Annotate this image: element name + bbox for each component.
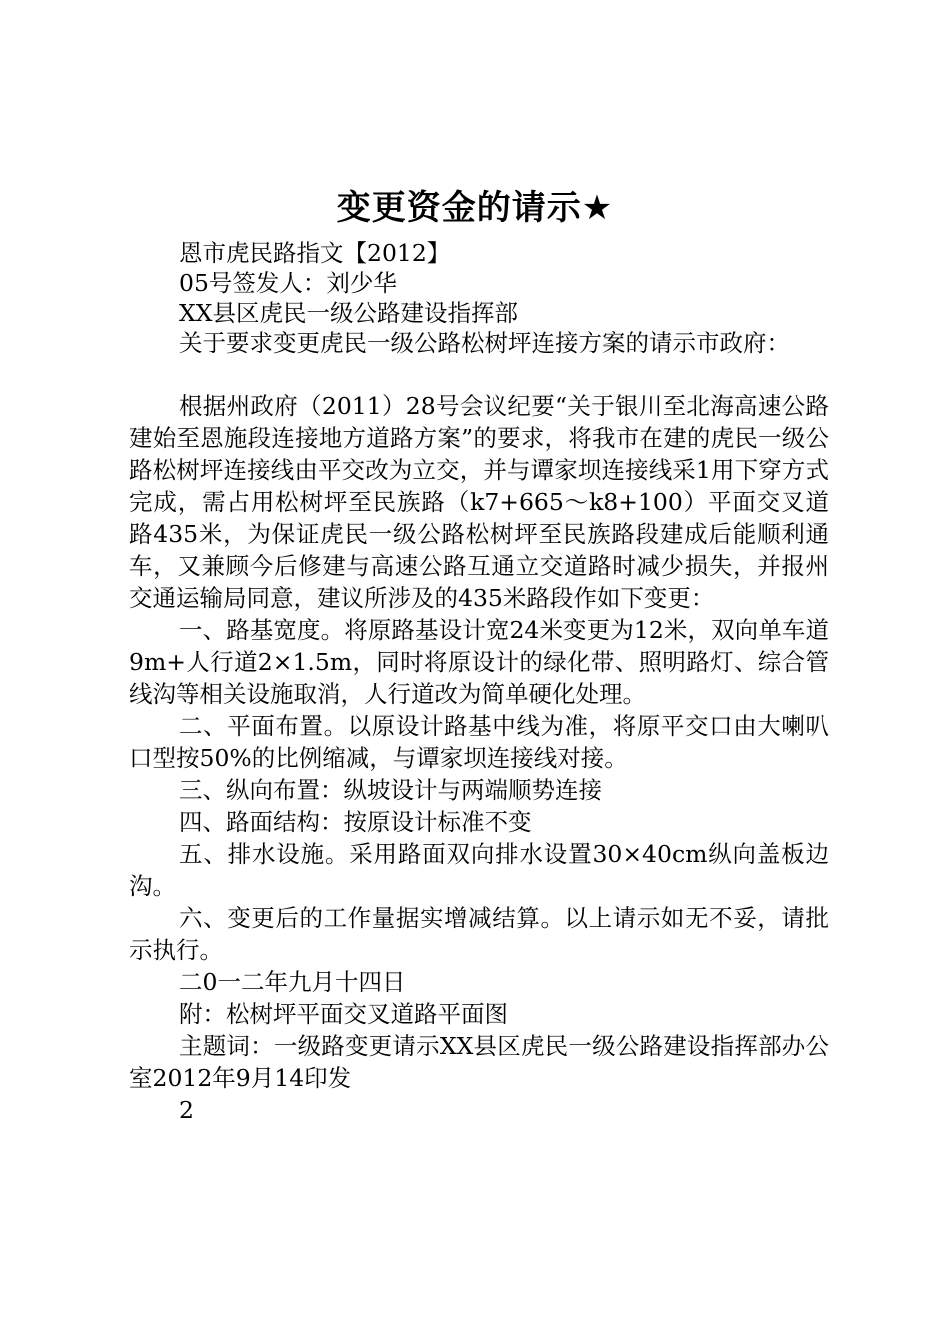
document-body (129, 238, 829, 1126)
document-number-line: 恩市虎民路指文【2012】 (179, 239, 451, 267)
body-paragraph: 五、排水设施。采用路面双向排水设置30×40cm纵向盖板边沟。 (129, 840, 829, 900)
issuing-office-line: XX县区虎民一级公路建设指挥部 (179, 299, 518, 327)
subject-line: 关于要求变更虎民一级公路松树坪连接方案的请示市政府： (179, 329, 790, 357)
blank-line (129, 358, 829, 390)
page-number: 2 (179, 1096, 194, 1124)
attachment-line: 附：松树坪平面交叉道路平面图 (179, 1000, 508, 1028)
body-paragraph: 三、纵向布置：纵坡设计与两端顺势连接 (179, 776, 602, 804)
keywords-line: 主题词：一级路变更请示XX县区虎民一级公路建设指挥部办公室2012年9月14印发 (129, 1032, 829, 1092)
body-paragraph: 四、路面结构：按原设计标准不变 (179, 808, 532, 836)
signer-line: 05号签发人：刘少华 (179, 269, 397, 297)
body-paragraph: 二、平面布置。以原设计路基中线为准，将原平交口由大喇叭口型按50%的比例缩减，与谭家坝连接线对接。 (129, 712, 829, 772)
date-line: 二0一二年九月十四日 (179, 968, 406, 996)
document-title: 变更资金的请示★ (336, 188, 614, 228)
body-paragraph: 六、变更后的工作量据实增减结算。以上请示如无不妥，请批示执行。 (129, 904, 829, 964)
body-paragraph: 根据州政府（2011）28号会议纪要“关于银川至北海高速公路建始至恩施段连接地方道路方案”的要求，将我市在建的虎民一级公路松树坪连接线由平交改为立交，并与谭家坝连接线采1用下穿方式完成，需占用松树坪至民族路（k7+665～k8+100）平面交叉道路435米，为保证虎民一级公路松树坪至民族路段建成后能顺利通车，又兼顾今后修建与高速公路互通立交道路时减少损失，并报州交通运输局同意，建议所涉及的435米路段作如下变更： (129, 392, 829, 612)
body-paragraph: 一、路基宽度。将原路基设计宽24米变更为12米，双向单车道9m+人行道2×1.5m，同时将原设计的绿化带、照明路灯、综合管线沟等相关设施取消，人行道改为简单硬化处理。 (129, 616, 829, 708)
